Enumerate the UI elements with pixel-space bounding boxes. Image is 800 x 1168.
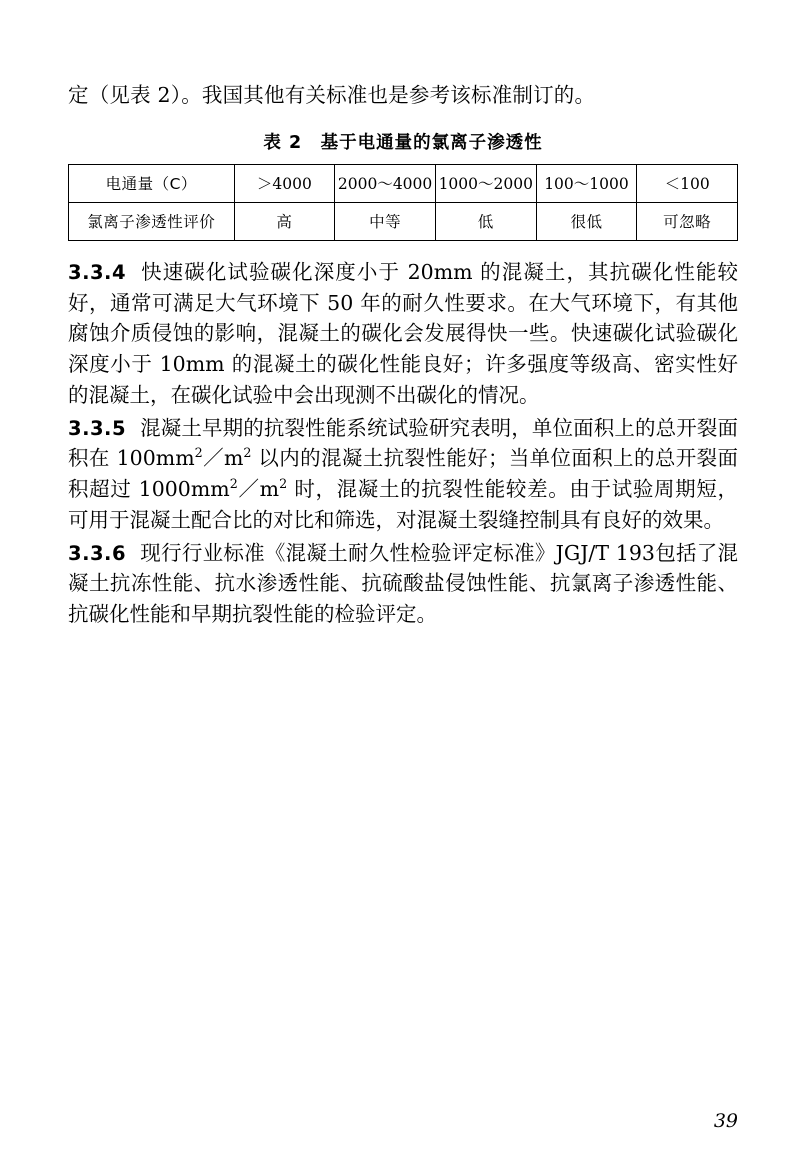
clause-number: 3.3.5 xyxy=(68,416,127,440)
clause-text-part-2: ／m xyxy=(202,446,244,471)
table-cell: 1000～2000 xyxy=(435,164,536,202)
table-row-header: 氯离子渗透性评价 xyxy=(69,202,235,240)
table-caption: 表 2 基于电通量的氯离子渗透性 xyxy=(263,132,543,153)
clause-text-part-1: 混凝土早期的抗裂性能系统试验研究表明，单位面积上的总开裂面积在 100mm xyxy=(68,415,738,471)
superscript-exponent: 2 xyxy=(279,476,288,492)
table-row xyxy=(69,164,738,202)
clause-number: 3.3.4 xyxy=(68,260,127,284)
table-cell: 高 xyxy=(234,202,335,240)
superscript-exponent: 2 xyxy=(229,476,238,492)
table-cell: 2000～4000 xyxy=(335,164,436,202)
page-number: 39 xyxy=(713,1110,738,1132)
table-cell: 100～1000 xyxy=(536,164,637,202)
table-row xyxy=(69,202,738,240)
clause-text-part-4: ／m xyxy=(237,477,280,501)
table-cell: 很低 xyxy=(536,202,637,240)
table-cell: ＞4000 xyxy=(234,164,335,202)
clause-3-3-5 xyxy=(68,413,738,536)
clause-3-3-6 xyxy=(68,538,738,630)
clause-text: 现行行业标准《混凝土耐久性检验评定标准》JGJ/T 193包括了混凝土抗冻性能、抗水渗透性能、抗硫酸盐侵蚀性能、抗氯离子渗透性能、抗碳化性能和早期抗裂性能的检验评定。 xyxy=(68,540,738,626)
table-cell: 低 xyxy=(435,202,536,240)
lead-paragraph: 定（见表 2）。我国其他有关标准也是参考该标准制订的。 xyxy=(68,83,596,107)
table-row-header: 电通量（C） xyxy=(69,164,235,202)
table-cell: 中等 xyxy=(335,202,436,240)
clause-text-part-5: 时，混凝土的抗裂性能较差。由于试验周期短，可用于混凝土配合比的对比和筛选，对混凝土裂缝控制具有良好的效果。 xyxy=(68,477,738,532)
table-cell: ＜100 xyxy=(637,164,738,202)
chloride-permeability-table xyxy=(68,164,738,241)
table-cell: 可忽略 xyxy=(637,202,738,240)
clause-number: 3.3.6 xyxy=(68,541,127,565)
clause-text: 快速碳化试验碳化深度小于 20mm 的混凝土，其抗碳化性能较好，通常可满足大气环境下 50 年的耐久性要求。在大气环境下，有其他腐蚀介质侵蚀的影响，混凝土的碳化会发展得快一些。快速碳化试验碳化深度小于 10mm 的混凝土的碳化性能良好；许多强度等级高、密实性好的混凝土，在碳化试验中会出现测不出碳化的情况。 xyxy=(68,259,738,407)
clause-3-3-4 xyxy=(68,257,738,411)
clause-text-part-3: 以内的混凝土抗裂性能好；当单位面积上的总开裂面积超过 1000mm xyxy=(68,446,739,501)
superscript-exponent: 2 xyxy=(243,445,252,461)
superscript-exponent: 2 xyxy=(194,445,203,461)
